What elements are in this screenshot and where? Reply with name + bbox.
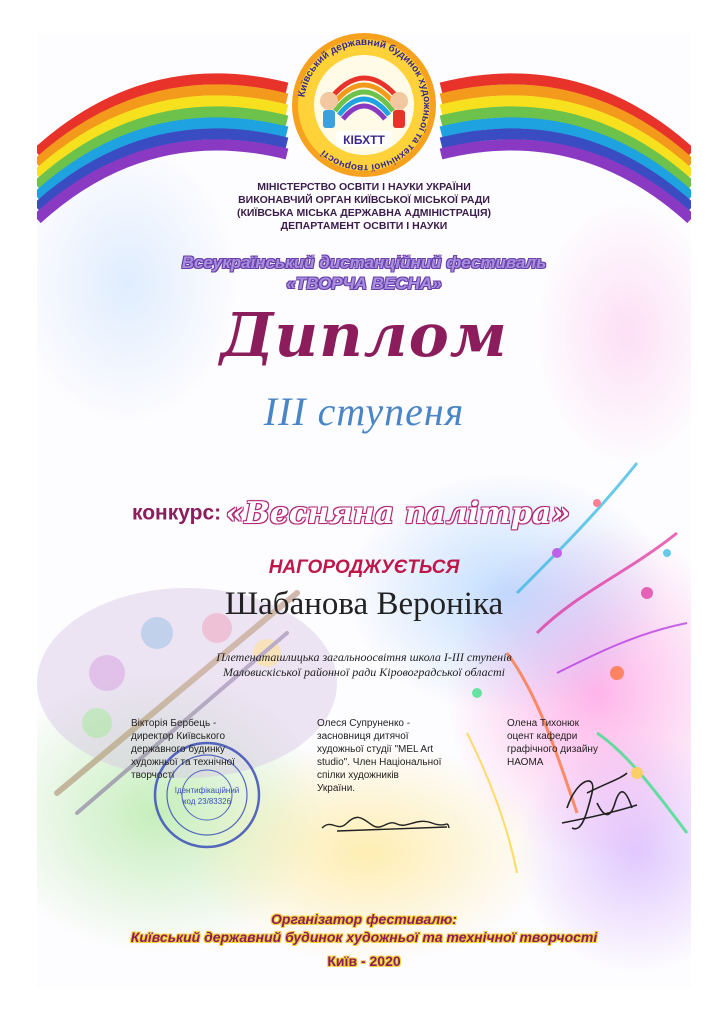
signatory-line: творчості bbox=[131, 770, 175, 781]
signatory-line: художньої та технічної bbox=[131, 757, 235, 768]
signatory-line: засновниця дитячої bbox=[317, 731, 409, 742]
recipient-name: Шабанова Вероніка bbox=[224, 586, 504, 622]
signatory-line: Вікторія Бербець - bbox=[131, 718, 217, 729]
signatory-line: державного будинку bbox=[131, 744, 225, 755]
logo-ring-label: Київський державний будинок художньої та технічної творчості bbox=[296, 36, 433, 174]
svg-text:Київський державний будинок ху bbox=[297, 37, 433, 173]
place-year: Київ - 2020 bbox=[327, 953, 401, 969]
ministry-line: (КИЇВСЬКА МІСЬКА ДЕРЖАВНА АДМІНІСТРАЦІЯ) bbox=[236, 207, 491, 219]
signatory-line: художньої студії "MEL Art bbox=[317, 744, 434, 755]
contest-name: «Весняна палітра» bbox=[225, 496, 571, 531]
stamp-lettering bbox=[155, 743, 259, 847]
signatory-line: Олеся Супруненко - bbox=[317, 718, 411, 729]
contest-label: конкурс: bbox=[132, 501, 222, 525]
festival-title bbox=[37, 252, 691, 294]
signatory-line: України. bbox=[317, 783, 356, 794]
ministry-block bbox=[37, 181, 691, 233]
signatory-line: НАОМА bbox=[507, 757, 544, 768]
diploma-degree: ІІІ ступеня bbox=[263, 389, 465, 434]
signatory-line: графічного дизайну bbox=[507, 744, 598, 755]
contest-line bbox=[132, 496, 652, 531]
ministry-line: МІНІСТЕРСТВО ОСВІТИ І НАУКИ УКРАЇНИ bbox=[257, 181, 471, 193]
signatory-2 bbox=[317, 717, 457, 795]
diploma-title: Диплом bbox=[220, 301, 508, 371]
stamp-line-2: код 23/83326 bbox=[182, 797, 232, 806]
signatory-3 bbox=[507, 717, 617, 769]
school-info bbox=[37, 650, 691, 680]
ministry-line: ВИКОНАВЧИЙ ОРГАН КИЇВСЬКОЇ МІСЬКОЇ РАДИ bbox=[238, 194, 490, 206]
logo-ring-text bbox=[37, 33, 691, 193]
organizer-label: Організатор фестивалю: bbox=[271, 911, 457, 927]
ministry-line: ДЕПАРТАМЕНТ ОСВІТИ І НАУКИ bbox=[280, 220, 448, 232]
signatory-line: директор Київського bbox=[131, 731, 226, 742]
festival-line-2: «ТВОРЧА ВЕСНА» bbox=[286, 274, 442, 293]
school-line-1: Плетенаташлицька загальноосвітня школа І-ІІІ ступенів bbox=[216, 650, 512, 664]
festival-line-1: Всеукраїнський дистанційний фестиваль bbox=[181, 253, 547, 272]
school-line-2: Маловискіської районної ради Кіровоградської області bbox=[223, 665, 505, 679]
organizer-block bbox=[37, 910, 691, 946]
signatory-line: спілки художників bbox=[317, 770, 399, 781]
signatory-line: Олена Тихонюк bbox=[507, 718, 580, 729]
stamp-line-1: Ідентифікаційний bbox=[174, 786, 240, 795]
awarded-label: НАГОРОДЖУЄТЬСЯ bbox=[268, 557, 460, 578]
signatory-line: оцент кафедри bbox=[507, 731, 578, 742]
organizer-name: Київський державний будинок художньої та технічної творчості bbox=[130, 929, 598, 945]
logo-abbreviation: КІБХТТ bbox=[343, 133, 385, 147]
signatory-line: studio". Член Національної bbox=[317, 757, 442, 768]
diploma-page bbox=[37, 33, 691, 988]
